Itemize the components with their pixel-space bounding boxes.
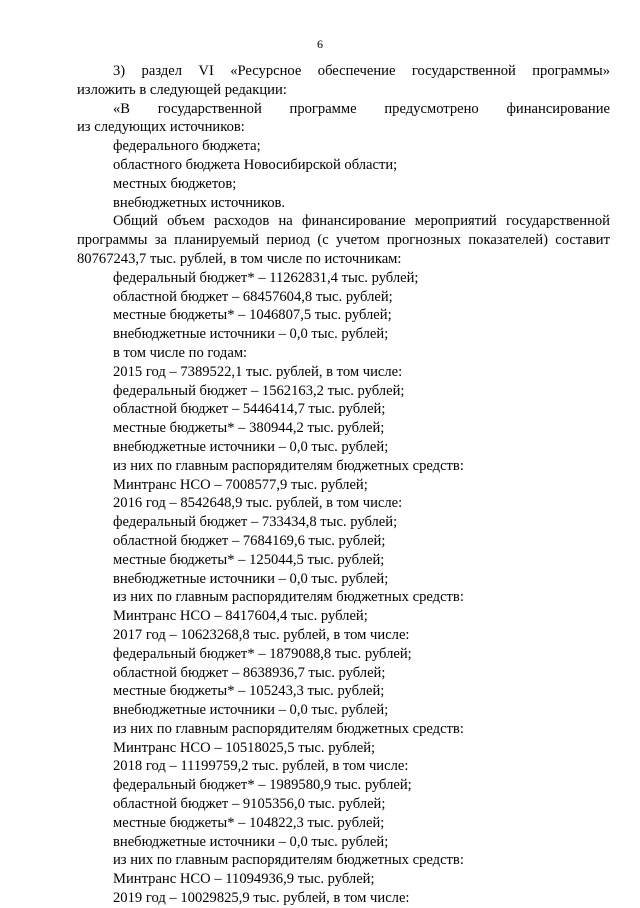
text-line: местные бюджеты* – 104822,3 тыс. рублей; [113,814,385,831]
text-line: федеральный бюджет – 733434,8 тыс. рублей; [113,514,398,531]
text-line: 3) раздел VI «Ресурсное обеспечение государственной программы» [113,63,610,79]
text-line: 80767243,7 тыс. рублей, в том числе по источникам: [77,250,402,267]
text-line: областной бюджет – 7684169,6 тыс. рублей; [113,532,386,549]
page-number: 6 [317,37,323,51]
text-line: программы за планируемый период (с учетом прогнозных показателей) составит [77,232,610,249]
text-line: местные бюджеты* – 125044,5 тыс. рублей; [113,551,385,568]
text-line: 2018 год – 11199759,2 тыс. рублей, в том числе: [113,758,409,775]
text-line: из следующих источников: [77,119,245,136]
text-line: местные бюджеты* – 1046807,5 тыс. рублей; [113,307,392,324]
text-line: областного бюджета Новосибирской области; [113,156,398,173]
text-line: «В государственной программе предусмотрено финансирование [113,100,610,117]
text-line: местные бюджеты* – 105243,3 тыс. рублей; [113,683,385,700]
text-line: внебюджетные источники – 0,0 тыс. рублей; [113,438,389,455]
text-line: Минтранс НСО – 11094936,9 тыс. рублей; [113,871,375,888]
text-line: местные бюджеты* – 380944,2 тыс. рублей; [113,420,385,437]
text-line: федерального бюджета; [113,138,261,155]
document-body [77,62,610,908]
text-line: областной бюджет – 8638936,7 тыс. рублей; [113,664,386,681]
text-line: 2017 год – 10623268,8 тыс. рублей, в том числе: [113,626,410,643]
text-line: внебюджетных источников. [113,194,286,211]
text-line: внебюджетные источники – 0,0 тыс. рублей; [113,702,389,719]
text-line: областной бюджет – 5446414,7 тыс. рублей; [113,401,386,418]
text-line: внебюджетные источники – 0,0 тыс. рублей; [113,833,389,850]
text-line: изложить в следующей редакции: [77,81,287,98]
text-line: федеральный бюджет – 1562163,2 тыс. рублей; [113,382,405,399]
text-line: Минтранс НСО – 10518025,5 тыс. рублей; [113,739,376,756]
text-line: из них по главным распорядителям бюджетных средств: [113,720,464,737]
text-line: из них по главным распорядителям бюджетных средств: [113,852,464,869]
text-line: 2019 год – 10029825,9 тыс. рублей, в том числе: [113,890,410,907]
text-line: федеральный бюджет* – 11262831,4 тыс. рублей; [113,269,419,286]
text-line: Общий объем расходов на финансирование мероприятий государственной [113,213,610,230]
text-line: 2015 год – 7389522,1 тыс. рублей, в том числе: [113,363,403,380]
text-line: Минтранс НСО – 7008577,9 тыс. рублей; [113,476,368,493]
text-line: областной бюджет – 9105356,0 тыс. рублей; [113,796,386,813]
text-line: федеральный бюджет* – 1879088,8 тыс. рублей; [113,645,412,662]
text-line: федеральный бюджет* – 1989580,9 тыс. рублей; [113,777,412,794]
text-line: из них по главным распорядителям бюджетных средств: [113,457,464,474]
text-line: Минтранс НСО – 8417604,4 тыс. рублей; [113,608,368,625]
text-line: внебюджетные источники – 0,0 тыс. рублей; [113,326,389,343]
text-line: внебюджетные источники – 0,0 тыс. рублей; [113,570,389,587]
text-line: областной бюджет – 68457604,8 тыс. рублей; [113,288,393,305]
text-line: в том числе по годам: [113,344,248,361]
text-line: местных бюджетов; [113,175,237,192]
text-line: 2016 год – 8542648,9 тыс. рублей, в том числе: [113,495,403,512]
text-line: из них по главным распорядителям бюджетных средств: [113,589,464,606]
